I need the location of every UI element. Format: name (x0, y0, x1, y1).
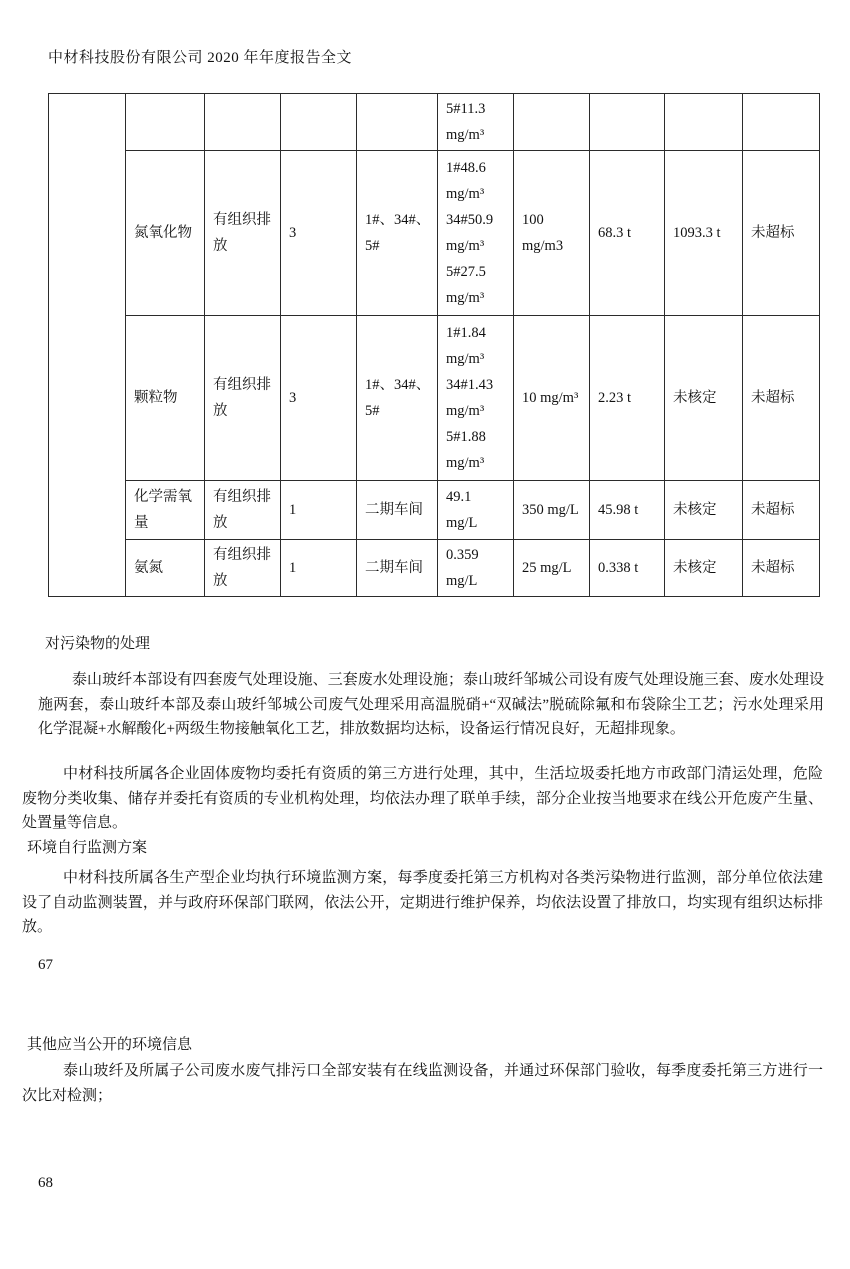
table-cell-outlet-count: 1 (281, 540, 357, 597)
table-cell-concentration: 5#11.3 mg/m³ (438, 94, 514, 151)
table-cell-outlet-distribution: 二期车间 (357, 481, 438, 540)
pollutant-emission-table (48, 93, 820, 597)
table-cell-standard: 100 mg/m3 (514, 151, 590, 316)
table-cell-exceed-status: 未超标 (743, 151, 820, 316)
table-cell-total: 45.98 t (590, 481, 665, 540)
table-cell-exceed-status: 未超标 (743, 316, 820, 481)
table-cell-approved-total (665, 94, 743, 151)
table-cell-emission-method: 有组织排 放 (205, 540, 281, 597)
table-cell-outlet-count: 1 (281, 481, 357, 540)
table-cell-exceed-status (743, 94, 820, 151)
table-cell-emission-method (205, 94, 281, 151)
table-cell-exceed-status: 未超标 (743, 540, 820, 597)
paragraph-self-monitoring: 中材科技所属各生产型企业均执行环境监测方案，每季度委托第三方机构对各类污染物进行监测，部分单位依法建设了自动监测装置，并与政府环保部门联网，依法公开，定期进行维护保养，均依法设置了排放口，均实现有组织达标排放。 (22, 870, 823, 936)
table-row (49, 316, 820, 481)
paragraph-other-info: 泰山玻纤及所属子公司废水废气排污口全部安装有在线监测设备，并通过环保部门验收，每季度委托第三方进行一次比对检测； (22, 1063, 823, 1104)
table-cell-exceed-status: 未超标 (743, 481, 820, 540)
table-cell-emission-method: 有组织排 放 (205, 481, 281, 540)
table-cell-total: 2.23 t (590, 316, 665, 481)
table-cell-approved-total: 未核定 (665, 481, 743, 540)
table-cell-outlet-count: 3 (281, 316, 357, 481)
section-heading-pollution-treatment: 对污染物的处理 (45, 636, 151, 652)
table-cell-outlet-distribution (357, 94, 438, 151)
table-cell-outlet-distribution: 1#、34#、 5# (357, 151, 438, 316)
table-cell-concentration: 1#48.6 mg/m³ 34#50.9 mg/m³ 5#27.5 mg/m³ (438, 151, 514, 316)
table-cell-outlet-distribution: 二期车间 (357, 540, 438, 597)
page-number-67: 67 (38, 957, 53, 973)
table-cell-standard: 350 mg/L (514, 481, 590, 540)
table-row (49, 540, 820, 597)
table-cell-pollutant: 氮氧化物 (126, 151, 205, 316)
table-cell-outlet-distribution: 1#、34#、 5# (357, 316, 438, 481)
table-cell-standard: 25 mg/L (514, 540, 590, 597)
table-row (49, 481, 820, 540)
table-cell-emission-method: 有组织排 放 (205, 151, 281, 316)
table-cell-concentration: 1#1.84 mg/m³ 34#1.43 mg/m³ 5#1.88 mg/m³ (438, 316, 514, 481)
table-cell-pollutant: 颗粒物 (126, 316, 205, 481)
section-heading-self-monitoring: 环境自行监测方案 (27, 840, 148, 856)
section-heading-other-info: 其他应当公开的环境信息 (27, 1037, 193, 1053)
table-cell-standard: 10 mg/m³ (514, 316, 590, 481)
table-cell-approved-total: 未核定 (665, 316, 743, 481)
page-number-68: 68 (38, 1175, 53, 1191)
table-cell-approved-total: 未核定 (665, 540, 743, 597)
table-cell-outlet-count (281, 94, 357, 151)
paragraph-pollution-treatment-1: 泰山玻纤本部设有四套废气处理设施、三套废水处理设施；泰山玻纤邹城公司设有废气处理设施三套、废水处理设施两套，泰山玻纤本部及泰山玻纤邹城公司废气处理采用高温脱硝+“双碱法”脱硫除氟和布袋除尘工艺；污水处理采用化学混凝+水解酸化+两级生物接触氧化工艺，排放数据均达标，设备运行情况良好，无超排现象。 (38, 672, 824, 738)
table-cell-concentration: 0.359 mg/L (438, 540, 514, 597)
table-cell-approved-total: 1093.3 t (665, 151, 743, 316)
table-cell-pollutant: 化学需氧 量 (126, 481, 205, 540)
table-cell-pollutant (126, 94, 205, 151)
table-cell-standard (514, 94, 590, 151)
table-cell-category-merged (49, 94, 126, 597)
table-cell-total: 0.338 t (590, 540, 665, 597)
table-cell-outlet-count: 3 (281, 151, 357, 316)
table-cell-total (590, 94, 665, 151)
table-cell-emission-method: 有组织排 放 (205, 316, 281, 481)
table-cell-pollutant: 氨氮 (126, 540, 205, 597)
paragraph-pollution-treatment-2: 中材科技所属各企业固体废物均委托有资质的第三方进行处理，其中，生活垃圾委托地方市政部门清运处理，危险废物分类收集、储存并委托有资质的专业机构处理，均依法办理了联单手续，部分企业按当地要求在线公开危废产生量、处置量等信息。 (22, 766, 823, 832)
page-header-title: 中材科技股份有限公司 2020 年年度报告全文 (48, 50, 353, 66)
table-row (49, 94, 820, 151)
table-cell-total: 68.3 t (590, 151, 665, 316)
table-row (49, 151, 820, 316)
table-cell-concentration: 49.1 mg/L (438, 481, 514, 540)
